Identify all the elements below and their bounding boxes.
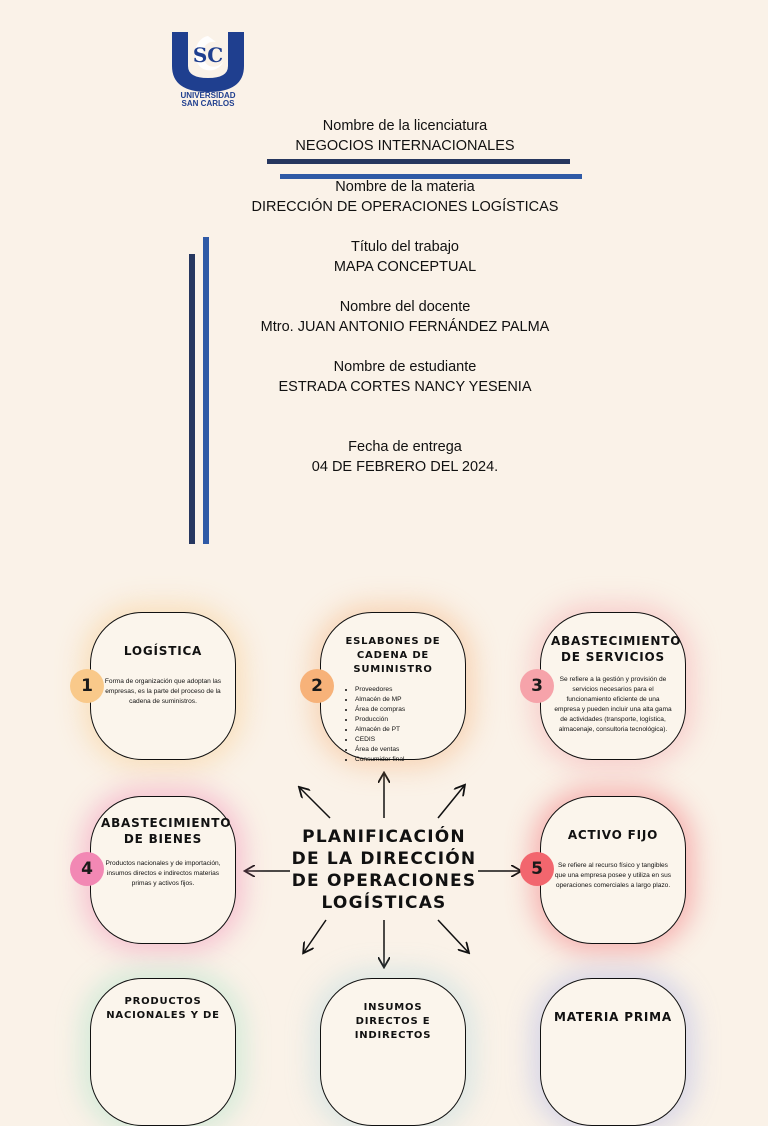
node-2-number: 2 bbox=[311, 676, 323, 696]
node-4-badge bbox=[70, 852, 104, 886]
teacher-label: Nombre del docente bbox=[339, 299, 471, 315]
node-abastecimiento-bienes bbox=[90, 796, 236, 944]
node-abastecimiento-servicios bbox=[540, 612, 686, 760]
node-2-title: ESLABONES DE CADENA DE SUMINISTRO bbox=[345, 636, 441, 675]
logo-text-line-2: SAN CARLOS bbox=[181, 99, 235, 108]
work-label: Título del trabajo bbox=[350, 239, 459, 255]
student-label: Nombre de estudiante bbox=[333, 359, 477, 375]
logo-monogram: SC bbox=[192, 43, 224, 67]
list-item: • Producción bbox=[355, 715, 465, 725]
logo-text-line-1: UNIVERSIDAD bbox=[180, 91, 236, 100]
list-item: • Almacén de PT bbox=[355, 725, 465, 735]
node-5-badge bbox=[520, 852, 554, 886]
teacher-value: Mtro. JUAN ANTONIO FERNÁNDEZ PALMA bbox=[260, 319, 550, 335]
node-8-title: MATERIA PRIMA bbox=[554, 1010, 672, 1024]
node-logistica bbox=[90, 612, 236, 760]
arrow-up-left bbox=[300, 788, 330, 818]
degree-value: NEGOCIOS INTERNACIONALES bbox=[295, 138, 515, 154]
node-4-number: 4 bbox=[81, 859, 93, 879]
node-5-number: 5 bbox=[531, 859, 543, 879]
node-5-title: ACTIVO FIJO bbox=[567, 828, 659, 842]
node-4-title: ABASTECIMIENTO DE BIENES bbox=[101, 816, 232, 846]
date-value: 04 DE FEBRERO DEL 2024. bbox=[311, 459, 499, 475]
node-2-badge bbox=[300, 669, 334, 703]
node-5-desc: Se refiere al recurso físico y tangibles que una empresa posee y utiliza en sus operaciones comerciales a largo plazo. bbox=[554, 862, 672, 889]
node-1-badge bbox=[70, 669, 104, 703]
node-3-number: 3 bbox=[531, 676, 543, 696]
map-center-title bbox=[288, 826, 480, 914]
list-item: • Consumidor final bbox=[355, 755, 465, 765]
node-7-title: INSUMOS DIRECTOS E INDIRECTOS bbox=[354, 1002, 432, 1041]
date-label: Fecha de entrega bbox=[348, 439, 462, 455]
center-title-line-2: DE LA DIRECCIÓN bbox=[291, 849, 477, 869]
arrow-down-right bbox=[438, 920, 468, 952]
subject-value: DIRECCIÓN DE OPERACIONES LOGÍSTICAS bbox=[251, 199, 559, 215]
node-2-list bbox=[355, 685, 465, 765]
node-1-title: LOGÍSTICA bbox=[123, 644, 203, 658]
student-value: ESTRADA CORTES NANCY YESENIA bbox=[278, 379, 532, 395]
list-item: • Área de compras bbox=[355, 705, 465, 715]
list-item: • Área de ventas bbox=[355, 745, 465, 755]
list-item: • Proveedores bbox=[355, 685, 465, 695]
node-3-desc: Se refiere a la gestión y provisión de servicios necesarios para el funcionamiento eficiente de una empresa y pueden incluir una alta gama de actividades (transporte, logística, almacenaje, consultoria tecnológica). bbox=[554, 676, 672, 733]
arrow-up-right bbox=[438, 786, 464, 818]
node-1-desc: Forma de organización que adoptan las empresas, es la parte del proceso de la cadena de suministros. bbox=[104, 678, 222, 705]
center-title-line-1: PLANIFICACIÓN bbox=[302, 827, 466, 847]
node-materia-prima bbox=[540, 978, 686, 1126]
subject-label: Nombre de la materia bbox=[335, 179, 475, 195]
list-item: • CEDIS bbox=[355, 735, 465, 745]
arrow-down-left bbox=[304, 920, 326, 952]
node-eslabones bbox=[320, 612, 466, 763]
node-3-title: ABASTECIMIENTO DE SERVICIOS bbox=[551, 634, 682, 664]
list-item: • Almacén de MP bbox=[355, 695, 465, 705]
node-4-desc: Productos nacionales y de importación, insumos directos e indirectos materias primas y activos fijos. bbox=[105, 860, 221, 887]
node-productos-nacionales bbox=[90, 978, 236, 1126]
node-6-title: PRODUCTOS NACIONALES Y DE bbox=[106, 996, 220, 1021]
node-1-number: 1 bbox=[81, 676, 93, 696]
center-title-line-4: LOGÍSTICAS bbox=[321, 893, 447, 913]
degree-label: Nombre de la licenciatura bbox=[322, 118, 488, 134]
node-insumos bbox=[320, 978, 466, 1126]
node-3-badge bbox=[520, 669, 554, 703]
node-activo-fijo bbox=[540, 796, 686, 944]
center-title-line-3: DE OPERACIONES bbox=[291, 871, 477, 891]
work-value: MAPA CONCEPTUAL bbox=[333, 259, 477, 275]
